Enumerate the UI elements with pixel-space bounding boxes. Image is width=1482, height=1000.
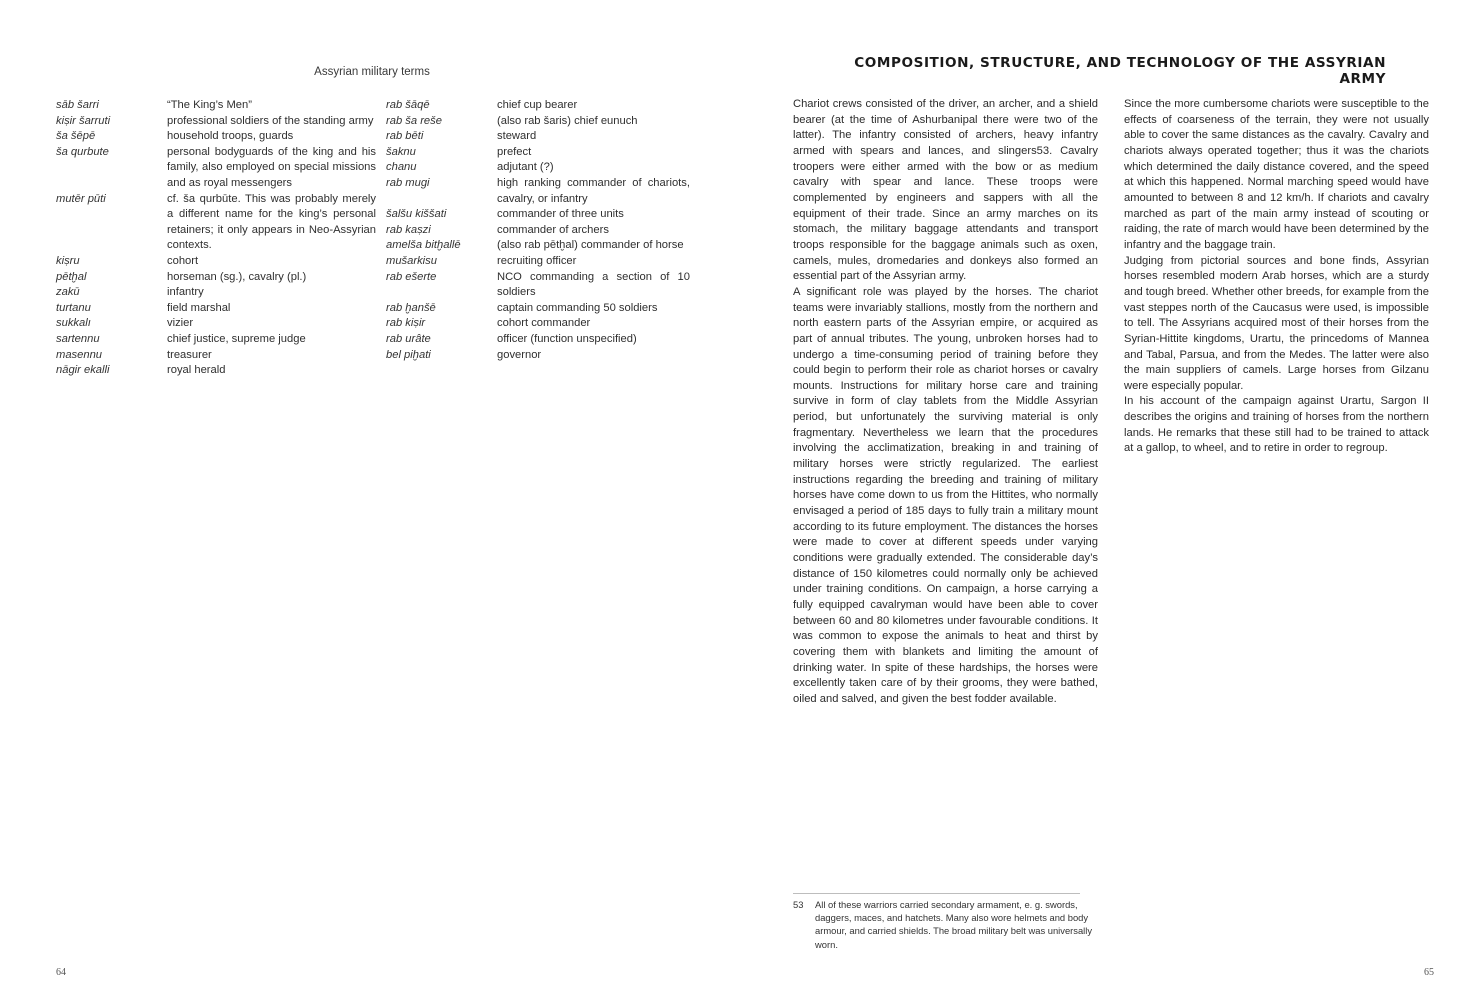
glossary-definition: field marshal	[167, 301, 231, 314]
glossary-definition: treasurer	[167, 348, 212, 361]
paragraph: In his account of the campaign against Urartu, Sargon II describes the origins and training of horses from the northern lands. He remarks that these still had to be trained to attack at a gallop, to wheel, and to retire in order to regroup.	[1124, 395, 1429, 455]
glossary-term: rab ešerte	[386, 270, 437, 283]
glossary-definition: commander of three units	[497, 208, 624, 221]
glossary-entry	[56, 145, 376, 192]
glossary-term: zakū	[56, 286, 80, 299]
glossary-term: rab šāqē	[386, 99, 430, 111]
glossary-entry	[386, 223, 690, 239]
glossary-entry	[56, 98, 376, 114]
glossary-entry	[56, 114, 376, 130]
glossary-definition: cf. ša qurbūte. This was probably merely a different name for the king’s personal retainers; it only appears in Neo-Assyrian contexts.	[167, 192, 376, 252]
glossary-definition: recruiting officer	[497, 254, 577, 267]
glossary-term: sāb šarri	[56, 99, 99, 111]
glossary-entry	[386, 207, 690, 223]
glossary-definition: vizier	[167, 317, 194, 330]
glossary-term: rab ša reše	[386, 114, 442, 127]
glossary-definition: royal herald	[167, 364, 226, 377]
glossary-entry	[56, 316, 376, 332]
glossary-term: sukkalı	[56, 317, 91, 330]
glossary-term: šaknu	[386, 145, 416, 158]
glossary-entry	[386, 254, 690, 270]
glossary-entry	[386, 238, 690, 254]
glossary-term: turtanu	[56, 301, 91, 314]
glossary-entry	[386, 98, 690, 114]
glossary-term: masennu	[56, 348, 103, 361]
glossary-term: mutēr pūti	[56, 192, 106, 205]
glossary-definition: prefect	[497, 145, 532, 158]
glossary-entry	[56, 192, 376, 254]
glossary-term: bel piḫati	[386, 348, 431, 361]
glossary-caption: Assyrian military terms	[314, 66, 430, 78]
glossary-term: pētḫal	[56, 270, 87, 283]
glossary-term: rab kiṣir	[386, 317, 426, 330]
footnote-number: 53	[793, 899, 804, 910]
chapter-title: COMPOSITION, STRUCTURE, AND TECHNOLOGY OF THE ASSYRIAN ARMY	[854, 55, 1386, 87]
footnote	[793, 898, 1093, 951]
glossary-definition: chief cup bearer	[497, 99, 578, 111]
glossary-term: nāgir ekalli	[56, 364, 110, 377]
footnote-text: All of these warriors carried secondary armament, e. g. swords, daggers, maces, and hatchets. Many also wore helmets and body armour, and carried shields. The broad military belt was universally worn.	[815, 899, 1093, 950]
glossary-definition: NCO commanding a section of 10 soldiers	[497, 270, 690, 299]
glossary-column-b	[386, 98, 690, 363]
glossary-definition: adjutant (?)	[497, 161, 554, 174]
glossary-definition: cohort commander	[497, 317, 591, 330]
glossary-term: rab bēti	[386, 130, 424, 143]
glossary-term: rab kaṣzi	[386, 223, 431, 236]
glossary-entry	[386, 145, 690, 161]
glossary-definition: personal bodyguards of the king and his family, also employed on special missions and as royal messengers	[167, 145, 376, 189]
glossary-entry	[56, 285, 376, 301]
glossary-definition: high ranking commander of chariots, cavalry, or infantry	[497, 176, 690, 205]
glossary-definition: commander of archers	[497, 223, 609, 236]
glossary-term: ša šēpē	[56, 130, 96, 143]
paragraph: Since the more cumbersome chariots were susceptible to the effects of coarseness of the terrain, they were not usually able to cover the same distances as the cavalry. Cavalry and chariots always operated together; thus it was the chariots which determined the daily distance covered, and the speed at which this happened. Normal marching speed would have amounted to between 8 and 12 km/h. If chariots and cavalry marched as part of the main army instead of scouting or raiding, the rate of march would have been determined by the infantry and the baggage train.	[1124, 98, 1429, 251]
page-number-right: 65	[1424, 967, 1434, 978]
glossary-column-a	[56, 98, 376, 379]
glossary-term: rab urâte	[386, 332, 431, 345]
glossary-term: chanu	[386, 161, 417, 174]
glossary-term: kiṣir šarruti	[56, 114, 111, 127]
glossary-entry	[56, 348, 376, 364]
glossary-definition: “The King’s Men”	[167, 99, 252, 111]
glossary-entry	[386, 270, 690, 301]
glossary-definition: horseman (sg.), cavalry (pl.)	[167, 270, 307, 283]
text-column-2	[1124, 97, 1429, 457]
glossary-entry	[386, 129, 690, 145]
glossary-entry	[386, 176, 690, 207]
paragraph: Chariot crews consisted of the driver, an archer, and a shield bearer (at the time of Ashurbanipal there were two of the latter). The infantry consisted of archers, heavy infantry armed with spears and lances, and slingers53. Cavalry troopers were either armed with the bow or as medium cavalry with spear and lance. These troops were complemented by engineers and sappers with all the equipment of their trade. Since an army marches on its stomach, the military baggage attendants and transport troops responsible for the baggage animals such as oxen, camels, mules, dromedaries and donkeys also formed an essential part of the Assyrian army.	[793, 98, 1098, 283]
glossary-entry	[386, 332, 690, 348]
glossary-entry	[386, 348, 690, 364]
glossary-definition: officer (function unspecified)	[497, 332, 637, 345]
glossary-entry	[56, 270, 376, 286]
glossary-definition: household troops, guards	[167, 130, 294, 143]
glossary-term: rab mugi	[386, 176, 430, 189]
glossary-term: šalšu kiššati	[386, 208, 447, 221]
glossary-definition: infantry	[167, 286, 204, 299]
glossary-definition: captain commanding 50 soldiers	[497, 301, 658, 314]
glossary-definition: governor	[497, 348, 542, 361]
text-column-1	[793, 97, 1098, 708]
glossary-entry	[386, 114, 690, 130]
glossary-definition: steward	[497, 130, 537, 143]
glossary-entry	[56, 332, 376, 348]
glossary-definition: (also rab šaris) chief eunuch	[497, 114, 638, 127]
glossary-entry	[56, 254, 376, 270]
glossary-entry	[56, 301, 376, 317]
glossary-definition: (also rab pētḫal) commander of horse	[497, 239, 684, 252]
page-number-left: 64	[56, 967, 66, 978]
glossary-definition: cohort	[167, 254, 199, 267]
paragraph: A significant role was played by the horses. The chariot teams were invariably stallions, mostly from the northern and north eastern parts of the Assyrian empire, or acquired as part of annual tributes. The young, unbroken horses had to undergo a time-consuming period of training before they could begin to perform their role as chariot horses or cavalry mounts. Instructions for military horse care and training survive in form of clay tablets from the Middle Assyrian period, but unfortunately the surviving material is only fragmentary. Nevertheless we learn that the procedures involving the acclimatization, breaking in and training of military horses were strictly regularized. The earliest instructions regarding the breeding and training of military horses have come down to us from the Hittites, who normally envisaged a period of 185 days to fully train a military mount according to its future employment. The distances the horses were made to cover at different speeds under varying conditions were gradually extended. The considerable day’s distance of 150 kilometres could normally only be achieved under training conditions. On campaign, a horse carrying a fully equipped cavalryman would have been able to cover between 60 and 80 kilometres under favourable conditions. It was common to expose the animals to heat and thirst by covering them with blankets and limiting the amount of drinking water. In spite of these hardships, the horses were excellently taken care of by their grooms, they were bathed, oiled and salved, and given the best fodder available.	[793, 285, 1098, 705]
glossary-term: sartennu	[56, 332, 100, 345]
glossary-term: ša qurbute	[56, 145, 109, 158]
glossary-entry	[56, 129, 376, 145]
paragraph: Judging from pictorial sources and bone finds, Assyrian horses resembled modern Arab horses, which are a sturdy and tough breed. Whether other breeds, for example from the vast steppes north of the Caucasus were used, is impossible to tell. The Assyrians acquired most of their horses from the Syrian-Hittite kingdoms, Urartu, the princedoms of Mannea and Tabal, Parsua, and from the Medes. The latter were also the main suppliers of camels. Large horses from Gilzanu were especially popular.	[1124, 254, 1429, 392]
glossary-term: rab ḫanšē	[386, 301, 436, 314]
glossary-entry	[386, 160, 690, 176]
glossary-term: kiṣru	[56, 254, 80, 267]
glossary-definition: chief justice, supreme judge	[167, 332, 306, 345]
glossary-term: amelša bitḫallē	[386, 239, 461, 252]
glossary-entry	[56, 363, 376, 379]
right-page	[741, 0, 1482, 1000]
glossary-entry	[386, 301, 690, 317]
glossary-term: mušarkisu	[386, 254, 437, 267]
glossary-entry	[386, 316, 690, 332]
glossary-definition: professional soldiers of the standing army	[167, 114, 374, 127]
footnote-divider	[793, 893, 1080, 894]
